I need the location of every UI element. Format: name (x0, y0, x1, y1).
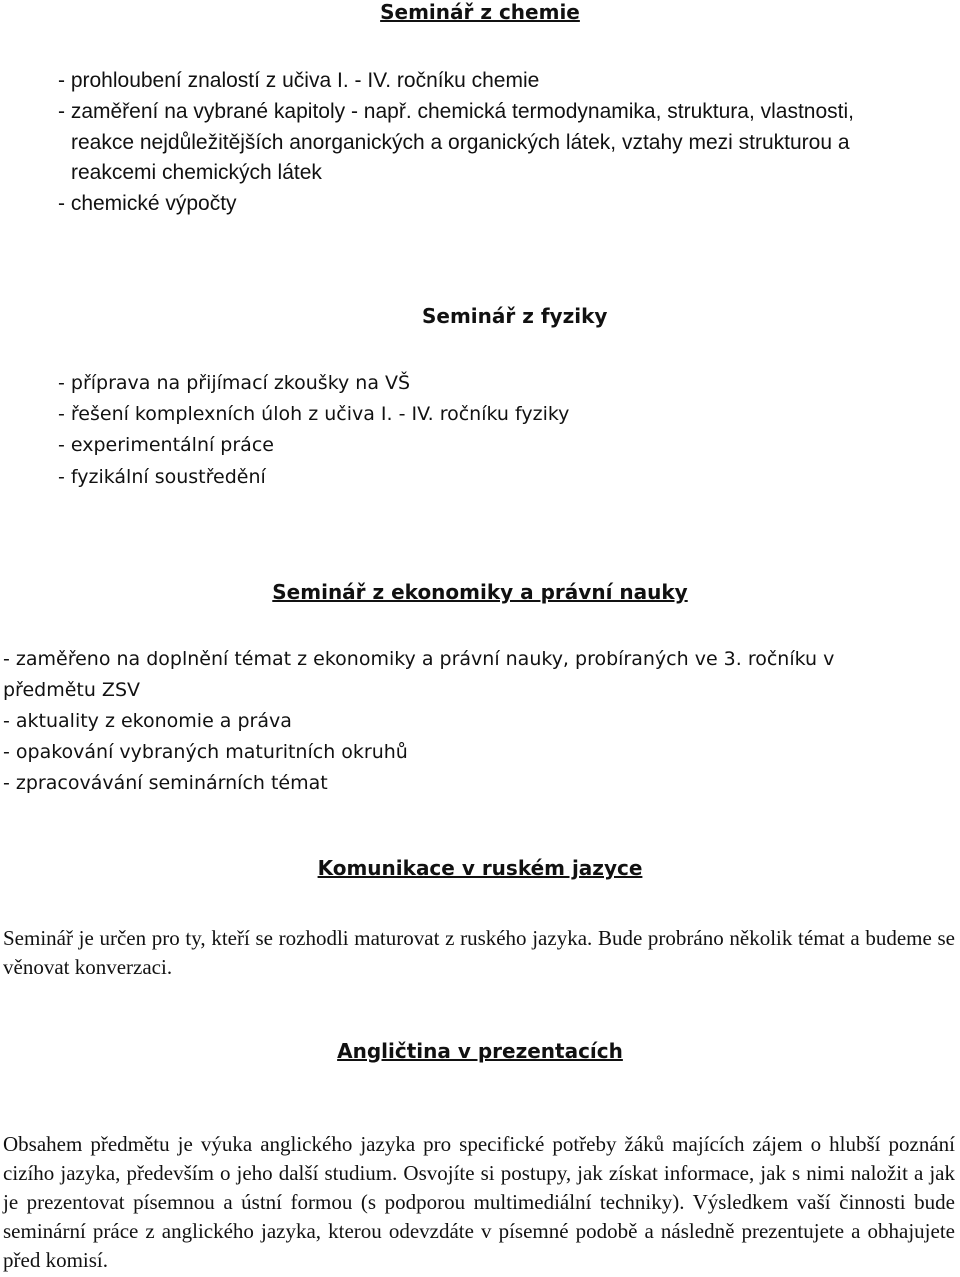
ekonomika-line-4: - opakování vybraných maturitních okruhů (3, 741, 408, 763)
fyzika-line-3: - experimentální práce (58, 434, 274, 456)
section-title-fyzika: Seminář z fyziky (422, 304, 608, 328)
ekonomika-line-3: - aktuality z ekonomie a práva (3, 710, 292, 732)
chemie-line-5: - chemické výpočty (58, 192, 237, 215)
section-title-ekonomika: Seminář z ekonomiky a právní nauky (272, 580, 688, 604)
section-title-anglictina: Angličtina v prezentacích (337, 1039, 623, 1063)
chemie-line-4: reakcemi chemických látek (71, 161, 322, 184)
section-title-rustina: Komunikace v ruském jazyce (317, 856, 643, 880)
rustina-paragraph: Seminář je určen pro ty, kteří se rozhodli maturovat z ruského jazyka. Bude probráno několik témat a budeme se věnovat konverzaci. (3, 926, 955, 979)
fyzika-line-2: - řešení komplexních úloh z učiva I. - IV. ročníku fyziky (58, 403, 570, 425)
ekonomika-line-2: předmětu ZSV (3, 679, 141, 701)
section-title-chemie: Seminář z chemie (380, 0, 580, 24)
fyzika-line-4: - fyzikální soustředění (58, 466, 266, 488)
anglictina-paragraph: Obsahem předmětu je výuka anglického jazyka pro specifické potřeby žáků majících zájem o hlubší poznání cizího jazyka, především o jeho další studium. Osvojíte si postupy, jak získat informace, jak s nimi naložit a jak je prezentovat písemnou a ústní formou (s podporou multimediální techniky). Výsledkem vaší činnosti bude seminární práce z anglického jazyka, kterou odevzdáte v písemné podobě a následně prezentujete a obhajujete před komisí. (3, 1132, 955, 1272)
ekonomika-line-1: - zaměřeno na doplnění témat z ekonomiky a právní nauky, probíraných ve 3. ročníku v (3, 648, 835, 670)
chemie-line-3: reakce nejdůležitějších anorganických a organických látek, vztahy mezi strukturou a (71, 131, 850, 154)
chemie-line-1: - prohloubení znalostí z učiva I. - IV. ročníku chemie (58, 69, 540, 92)
chemie-line-2: - zaměření na vybrané kapitoly - např. chemická termodynamika, struktura, vlastnosti, (58, 100, 854, 123)
fyzika-line-1: - příprava na přijímací zkoušky na VŠ (58, 372, 411, 394)
ekonomika-line-5: - zpracovávání seminárních témat (3, 772, 328, 794)
